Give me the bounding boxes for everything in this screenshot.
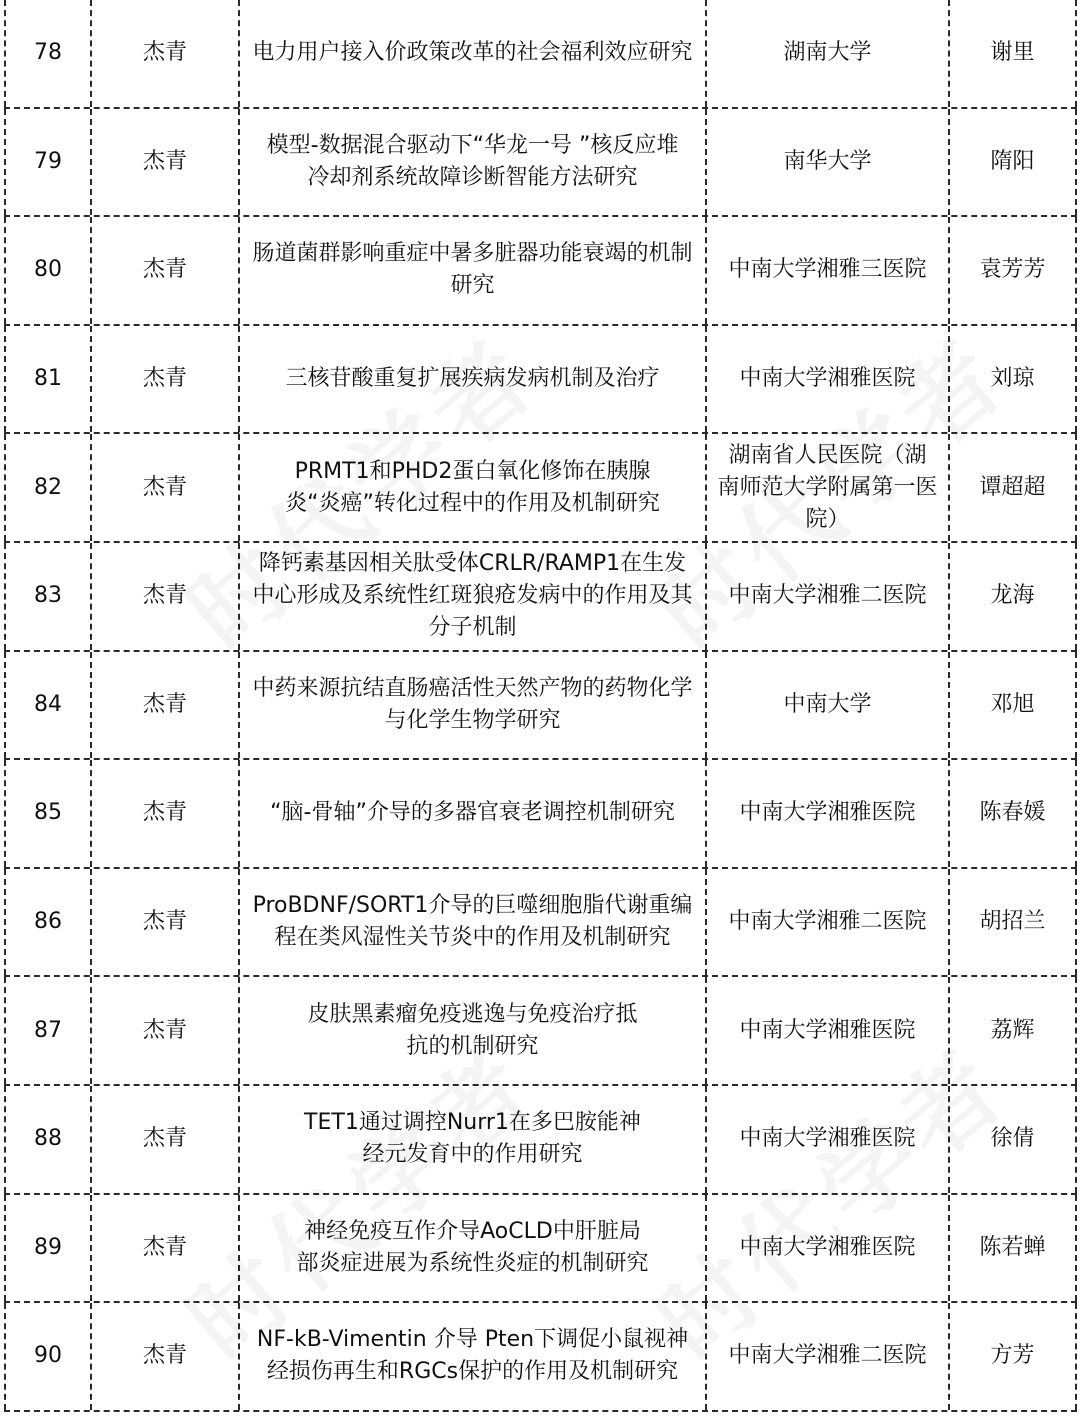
institution-cell [707,543,950,650]
row-number: 82 [34,474,62,500]
project-type: 杰青 [142,1126,187,1152]
project-type-cell [92,434,240,541]
project-type-cell [92,109,240,216]
institution-cell [707,1086,950,1193]
project-title: 神经免疫互作介导AoCLD中肝脏局 部炎症进展为系统性炎症的机制研究 [296,1218,649,1276]
project-type-cell [92,0,240,107]
row-number-cell [4,1195,92,1302]
table-row [4,977,1077,1086]
project-title-cell [240,326,707,433]
table-row [4,652,1077,761]
project-type: 杰青 [142,148,187,174]
project-title: ProBDNF/SORT1介导的巨噬细胞脂代谢重编 程在类风湿性关节炎中的作用及机制研究 [252,893,693,951]
row-number: 85 [34,800,62,826]
institution-cell [707,0,950,107]
applicant-name: 刘琼 [990,366,1035,392]
institution: 中南大学湘雅医院 [739,1017,916,1043]
project-title: “脑-骨轴”介导的多器官衰老调控机制研究 [270,800,675,826]
table-row [4,543,1077,652]
institution: 中南大学湘雅二医院 [728,583,927,609]
row-number-cell [4,543,92,650]
project-title-cell [240,434,707,541]
project-title: TET1通过调控Nurr1在多巴胺能神 经元发育中的作用研究 [304,1110,641,1168]
project-title: 皮肤黑素瘤免疫逃逸与免疫治疗抵 抗的机制研究 [307,1001,638,1059]
institution-cell [707,217,950,324]
applicant-name: 陈春媛 [979,800,1046,826]
project-title-cell [240,217,707,324]
applicant-name: 陈若蝉 [979,1234,1046,1260]
institution: 中南大学湘雅二医院 [728,1343,927,1369]
project-title-cell [240,1195,707,1302]
table-row [4,217,1077,326]
row-number: 83 [34,583,62,609]
project-title: 中药来源抗结直肠癌活性天然产物的药物化学 与化学生物学研究 [252,675,693,733]
applicant-name-cell [950,1195,1077,1302]
institution: 中南大学湘雅医院 [739,366,916,392]
table-row [4,1195,1077,1304]
applicant-name-cell [950,109,1077,216]
project-title: 模型-数据混合驱动下“华龙一号 ”核反应堆 冷却剂系统故障诊断智能方法研究 [266,132,679,190]
project-type: 杰青 [142,1017,187,1043]
project-type: 杰青 [142,1343,187,1369]
institution-cell [707,109,950,216]
applicant-name: 荔辉 [990,1017,1035,1043]
institution-cell [707,326,950,433]
project-type: 杰青 [142,366,187,392]
applicant-name: 隋阳 [990,148,1035,174]
applicant-name-cell [950,760,1077,867]
row-number-cell [4,652,92,759]
row-number-cell [4,326,92,433]
applicant-name-cell [950,0,1077,107]
applicant-name: 袁芳芳 [979,257,1046,283]
applicant-name-cell [950,1303,1077,1410]
project-title-cell [240,1303,707,1410]
applicant-name: 邓旭 [990,691,1035,717]
applicant-name-cell [950,977,1077,1084]
project-type-cell [92,760,240,867]
row-number: 86 [34,909,62,935]
row-number-cell [4,1086,92,1193]
applicant-name-cell [950,217,1077,324]
project-type: 杰青 [142,800,187,826]
applicant-name-cell [950,1086,1077,1193]
row-number-cell [4,217,92,324]
applicant-name-cell [950,434,1077,541]
row-number-cell [4,1303,92,1410]
applicant-name-cell [950,543,1077,650]
row-number: 78 [34,40,62,66]
institution-cell [707,1303,950,1410]
project-title-cell [240,1086,707,1193]
institution: 中南大学湘雅医院 [739,1126,916,1152]
project-type: 杰青 [142,583,187,609]
table-row [4,1303,1077,1412]
project-title-cell [240,543,707,650]
table-row [4,760,1077,869]
row-number: 80 [34,257,62,283]
project-title-cell [240,869,707,976]
table-row [4,326,1077,435]
results-table [4,0,1077,1412]
institution-cell [707,977,950,1084]
row-number-cell [4,977,92,1084]
row-number-cell [4,869,92,976]
applicant-name: 方芳 [990,1343,1035,1369]
project-title: 三核苷酸重复扩展疾病发病机制及治疗 [285,366,660,392]
row-number: 87 [34,1017,62,1043]
applicant-name: 谢里 [990,40,1035,66]
institution: 湖南省人民医院（湖 南师范大学附属第一医 院） [717,442,938,532]
project-type: 杰青 [142,1234,187,1260]
project-title: NF-kB-Vimentin 介导 Pten下调促小鼠视神 经损伤再生和RGCs保护的作用及机制研究 [256,1327,689,1385]
institution: 中南大学湘雅医院 [739,800,916,826]
institution-cell [707,869,950,976]
project-title: 降钙素基因相关肽受体CRLR/RAMP1在生发 中心形成及系统性红斑狼疮发病中的作用及其 分子机制 [252,551,693,641]
table-row [4,869,1077,978]
table-row [4,434,1077,543]
institution: 南华大学 [783,148,872,174]
row-number: 81 [34,366,62,392]
row-number-cell [4,109,92,216]
row-number: 90 [34,1343,62,1369]
table-row [4,0,1077,109]
project-type: 杰青 [142,474,187,500]
table-row [4,109,1077,218]
project-type-cell [92,217,240,324]
project-title-cell [240,977,707,1084]
row-number-cell [4,760,92,867]
row-number-cell [4,0,92,107]
project-title: 肠道菌群影响重症中暑多脏器功能衰竭的机制 研究 [252,241,693,299]
institution-cell [707,652,950,759]
institution-cell [707,1195,950,1302]
institution: 中南大学 [783,691,872,717]
project-title: PRMT1和PHD2蛋白氧化修饰在胰腺 炎“炎癌”转化过程中的作用及机制研究 [285,458,660,516]
row-number: 88 [34,1126,62,1152]
applicant-name-cell [950,326,1077,433]
project-type-cell [92,326,240,433]
project-type-cell [92,869,240,976]
project-type-cell [92,977,240,1084]
institution: 湖南大学 [783,40,872,66]
institution-cell [707,434,950,541]
project-type-cell [92,652,240,759]
project-type-cell [92,1195,240,1302]
project-title-cell [240,0,707,107]
applicant-name: 徐倩 [990,1126,1035,1152]
table-row [4,1086,1077,1195]
applicant-name: 谭超超 [979,474,1046,500]
project-title-cell [240,109,707,216]
project-title-cell [240,760,707,867]
institution: 中南大学湘雅二医院 [728,909,927,935]
project-type-cell [92,1086,240,1193]
row-number-cell [4,434,92,541]
row-number: 79 [34,148,62,174]
project-type: 杰青 [142,40,187,66]
row-number: 89 [34,1234,62,1260]
row-number: 84 [34,691,62,717]
project-type-cell [92,1303,240,1410]
applicant-name: 龙海 [990,583,1035,609]
project-title-cell [240,652,707,759]
project-type: 杰青 [142,691,187,717]
project-type: 杰青 [142,909,187,935]
applicant-name-cell [950,652,1077,759]
applicant-name-cell [950,869,1077,976]
project-title: 电力用户接入价政策改革的社会福利效应研究 [252,40,693,66]
institution: 中南大学湘雅医院 [739,1234,916,1260]
institution: 中南大学湘雅三医院 [728,257,927,283]
institution-cell [707,760,950,867]
project-type-cell [92,543,240,650]
applicant-name: 胡招兰 [979,909,1046,935]
project-type: 杰青 [142,257,187,283]
